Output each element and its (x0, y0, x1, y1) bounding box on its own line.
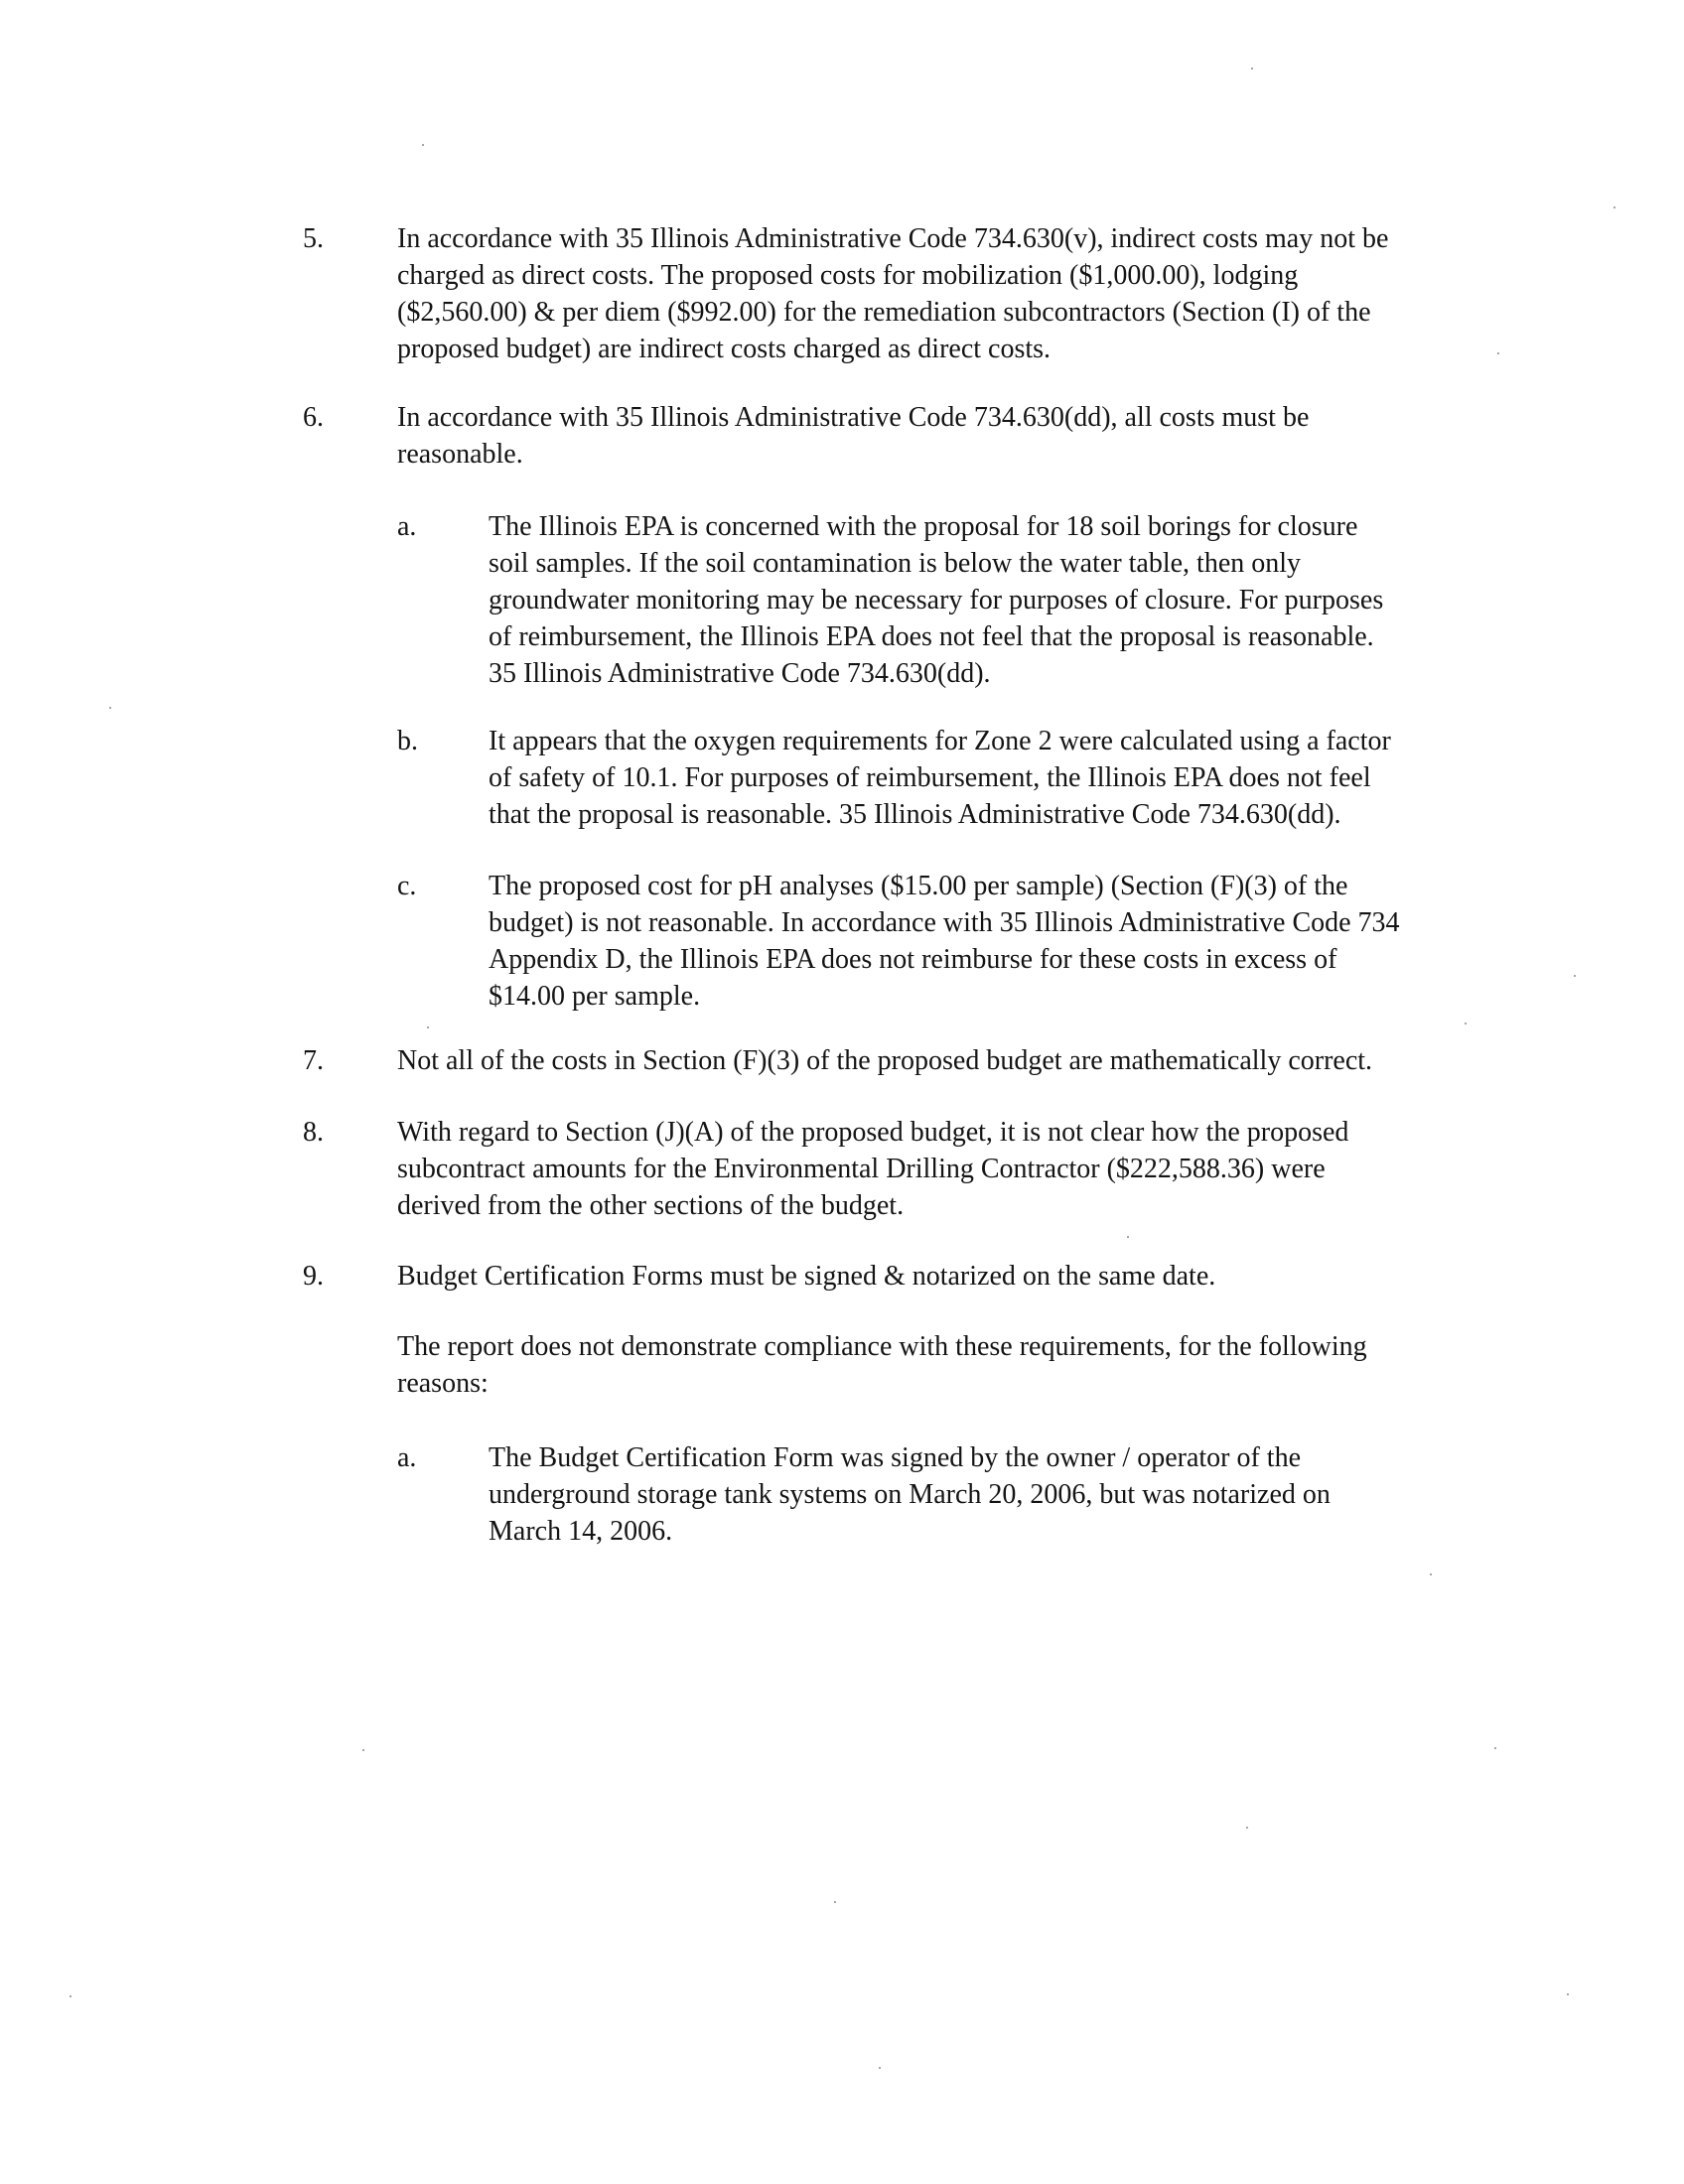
text-line: ($2,560.00) & per diem ($992.00) for the remediation subcontractors (Section (I) of the (397, 297, 1371, 328)
item-number-8: 8. (303, 1117, 324, 1148)
item-number-6: 6. (303, 402, 324, 433)
subitem-letter-6b: b. (397, 726, 418, 756)
subitem-6c-text (489, 868, 1521, 1015)
text-line: subcontract amounts for the Environmental Drilling Contractor ($222,588.36) were (397, 1154, 1326, 1184)
text-line: groundwater monitoring may be necessary for purposes of closure. For purposes (489, 585, 1384, 615)
text-line: With regard to Section (J)(A) of the proposed budget, it is not clear how the proposed (397, 1117, 1349, 1148)
scan-speck (1430, 1573, 1432, 1575)
text-line: Not all of the costs in Section (F)(3) of the proposed budget are mathematically correct. (397, 1045, 1373, 1076)
item-number-9: 9. (303, 1261, 324, 1292)
text-line: The report does not demonstrate compliance with these requirements, for the following (397, 1331, 1367, 1362)
scan-speck (70, 1995, 71, 1997)
scan-speck (1497, 352, 1499, 354)
text-line: Budget Certification Forms must be signed & notarized on the same date. (397, 1261, 1216, 1292)
text-line: budget) is not reasonable. In accordance with 35 Illinois Administrative Code 734 (489, 907, 1400, 938)
scan-speck (1465, 1023, 1467, 1024)
text-line: soil samples. If the soil contamination is below the water table, then only (489, 548, 1302, 579)
subitem-letter-6c: c. (397, 871, 417, 901)
text-line: reasonable. (397, 439, 523, 470)
text-line: The Illinois EPA is concerned with the proposal for 18 soil borings for closure (489, 511, 1358, 542)
text-line: March 14, 2006. (489, 1516, 673, 1547)
text-line: underground storage tank systems on March 20, 2006, but was notarized on (489, 1479, 1331, 1510)
scan-speck (1494, 1747, 1496, 1749)
text-line: 35 Illinois Administrative Code 734.630(dd). (489, 658, 991, 689)
scan-speck (1567, 1993, 1569, 1995)
subitem-6b-text (489, 723, 1521, 833)
text-line: Appendix D, the Illinois EPA does not reimburse for these costs in excess of (489, 944, 1337, 975)
text-line: $14.00 per sample. (489, 981, 701, 1012)
text-line: that the proposal is reasonable. 35 Illinois Administrative Code 734.630(dd). (489, 799, 1341, 830)
scan-speck (422, 144, 424, 146)
subitem-6a-text (489, 508, 1521, 692)
scan-speck (834, 1901, 836, 1903)
scan-speck (362, 1749, 364, 1751)
text-line: In accordance with 35 Illinois Administrative Code 734.630(dd), all costs must be (397, 402, 1310, 433)
item-8-text (397, 1114, 1509, 1224)
scan-speck (1127, 1236, 1129, 1238)
item-6-text (397, 399, 1509, 473)
scan-speck (109, 707, 111, 709)
scan-speck (879, 2067, 881, 2069)
text-line: charged as direct costs. The proposed costs for mobilization ($1,000.00), lodging (397, 260, 1299, 291)
text-line: of reimbursement, the Illinois EPA does not feel that the proposal is reasonable. (489, 621, 1374, 652)
text-line: derived from the other sections of the budget. (397, 1190, 905, 1221)
item-5-text (397, 220, 1509, 367)
text-line: reasons: (397, 1368, 489, 1399)
item-7-text (397, 1042, 1509, 1079)
subitem-letter-9a: a. (397, 1442, 417, 1473)
item-9-followup-text (397, 1328, 1509, 1402)
scan-speck (1251, 68, 1253, 69)
text-line: proposed budget) are indirect costs charged as direct costs. (397, 334, 1052, 364)
item-number-5: 5. (303, 223, 324, 254)
text-line: of safety of 10.1. For purposes of reimbursement, the Illinois EPA does not feel (489, 762, 1371, 793)
scan-speck (1574, 975, 1576, 977)
item-9-text (397, 1258, 1509, 1295)
text-line: It appears that the oxygen requirements for Zone 2 were calculated using a factor (489, 726, 1391, 756)
text-line: The proposed cost for pH analyses ($15.00 per sample) (Section (F)(3) of the (489, 871, 1348, 901)
scan-speck (427, 1026, 429, 1028)
text-line: The Budget Certification Form was signed by the owner / operator of the (489, 1442, 1302, 1473)
subitem-9a-text (489, 1439, 1521, 1550)
scan-speck (1246, 1827, 1248, 1829)
scan-speck (1614, 206, 1615, 208)
item-number-7: 7. (303, 1045, 324, 1076)
text-line: In accordance with 35 Illinois Administrative Code 734.630(v), indirect costs may not be (397, 223, 1389, 254)
subitem-letter-6a: a. (397, 511, 417, 542)
